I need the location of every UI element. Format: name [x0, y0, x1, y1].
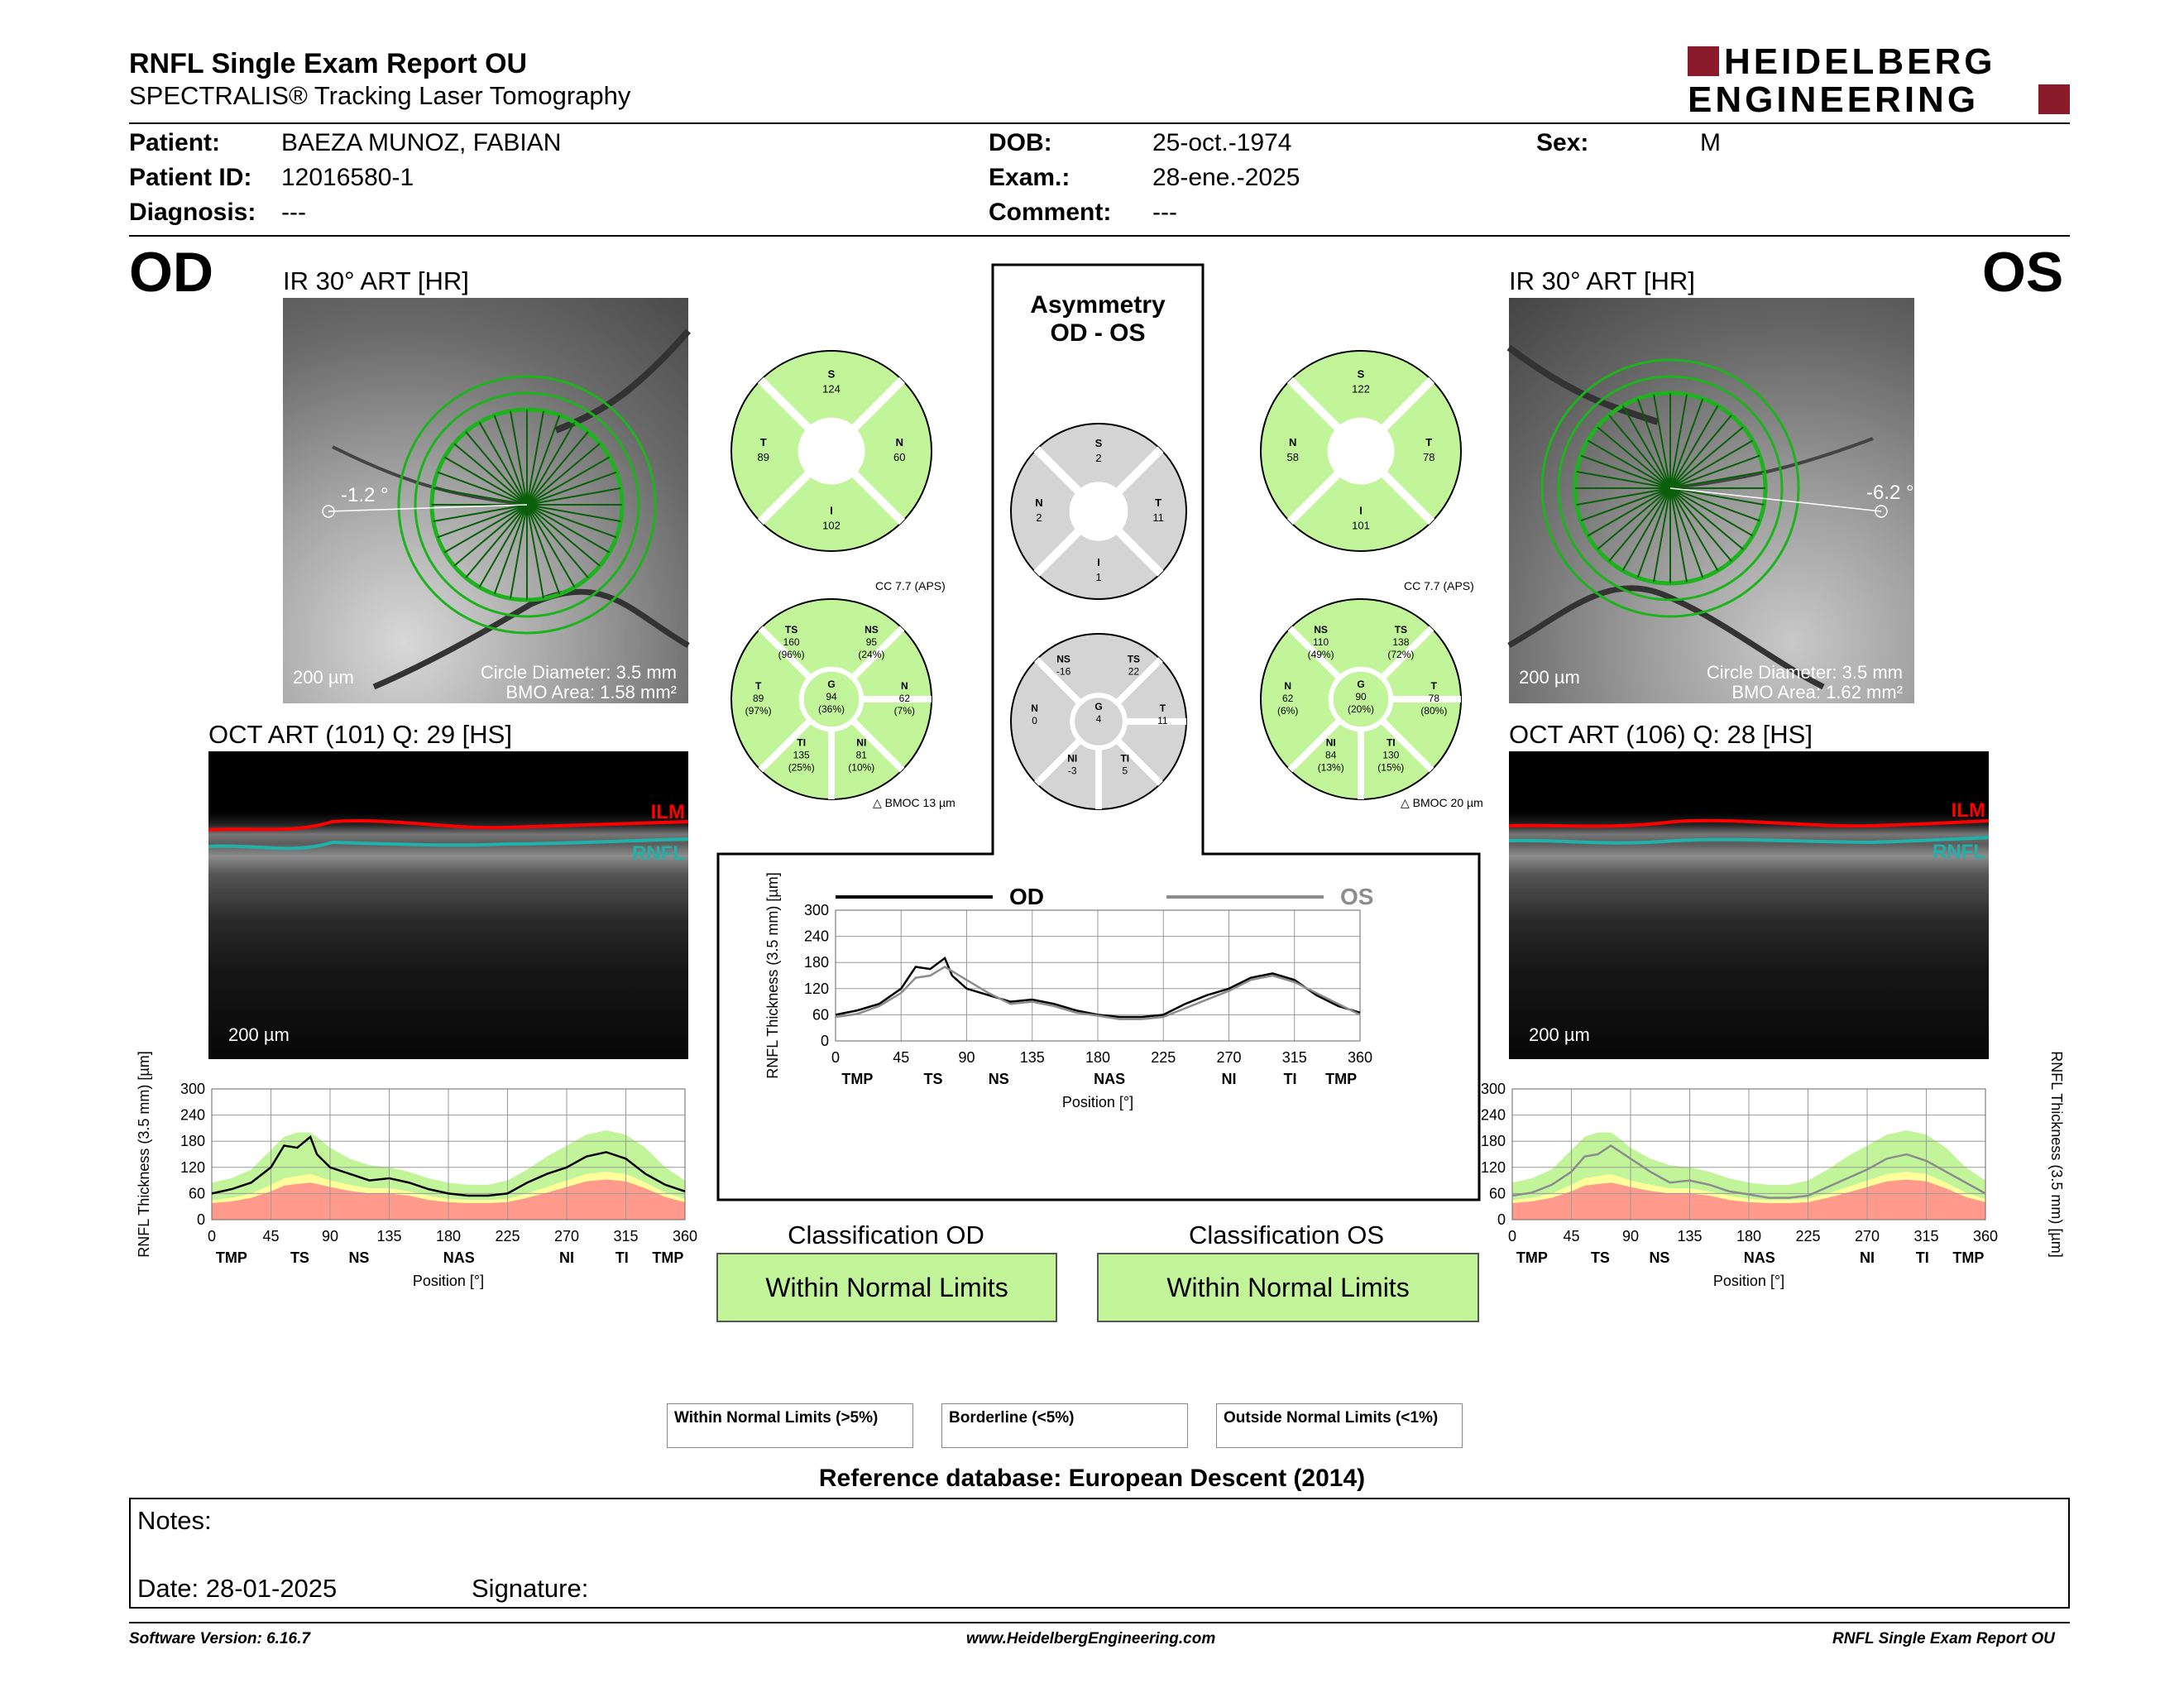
y-axis-label: RNFL Thickness (3.5 mm) [µm] [2048, 1051, 2065, 1258]
diagnosis-label: Diagnosis: [129, 199, 256, 226]
od-ir-scale: 200 µm [293, 667, 354, 688]
x-tick-label: 90 [321, 1228, 339, 1244]
od-angle: -1.2 ° [341, 484, 389, 506]
quadrant-label-N: N [1035, 496, 1043, 509]
sector-label-TS: TS [784, 623, 798, 635]
legend-outside: Outside Normal Limits (<1%) [1216, 1403, 1463, 1448]
quadrant-value-S: 122 [1352, 382, 1370, 396]
sector-value-G: 4 [1095, 713, 1102, 725]
os-bmoc-label: △ BMOC 20 µm [1401, 796, 1483, 809]
sector-percent-T: (97%) [745, 705, 772, 717]
quadrant-label-T: T [1155, 496, 1162, 509]
quadrant-value-S: 124 [822, 382, 841, 396]
sector-value-N: 62 [1281, 693, 1294, 704]
sector-value-N: 0 [1032, 715, 1037, 727]
sector-label-N: N [1031, 703, 1038, 714]
region-label: TMP [1952, 1249, 1985, 1266]
x-tick-label: 180 [1085, 1049, 1111, 1066]
quadrant-value-S: 2 [1095, 451, 1102, 464]
region-label: TS [290, 1249, 309, 1266]
os-oct-image [1509, 751, 1989, 1059]
sector-label-G: G [1094, 701, 1103, 712]
os-oct-scale: 200 µm [1529, 1024, 1590, 1045]
x-tick-label: 90 [958, 1049, 975, 1066]
sector-percent-TS: (96%) [778, 648, 805, 660]
x-tick-label: 180 [1736, 1228, 1762, 1244]
os-eye-label: OS [1982, 241, 2064, 304]
y-tick-label: 240 [803, 928, 829, 945]
y-tick-label: 120 [803, 980, 829, 997]
region-label: TI [615, 1249, 629, 1266]
sector-value-NS: -16 [1056, 665, 1071, 678]
quadrant-value-N: 60 [893, 451, 906, 463]
sector-value-TI: 5 [1122, 765, 1128, 777]
region-label: TMP [215, 1249, 247, 1266]
x-tick-label: 270 [1854, 1228, 1880, 1244]
quadrant-label-S: S [827, 367, 836, 381]
chart-plot [136, 1051, 697, 1289]
legend-normal: Within Normal Limits (>5%) [667, 1403, 913, 1448]
od-oct-scale: 200 µm [228, 1024, 290, 1045]
sector-value-T: 11 [1157, 715, 1168, 727]
patient-id: 12016580-1 [281, 164, 414, 191]
report-subtitle: SPECTRALIS® Tracking Laser Tomography [129, 81, 631, 110]
x-axis-label: Position [°] [1712, 1273, 1785, 1289]
x-tick-label: 135 [1019, 1049, 1045, 1066]
signature-label: Signature: [472, 1574, 589, 1603]
os-ir-title: IR 30° ART [HR] [1509, 266, 1695, 295]
y-tick-label: 60 [188, 1185, 205, 1202]
od-quadrant-chart [728, 348, 935, 554]
y-tick-label: 60 [1488, 1185, 1506, 1202]
quadrant-label-T: T [1425, 436, 1433, 448]
chart-plot [764, 872, 1373, 1110]
asym-sector-chart [1008, 631, 1190, 813]
quadrant-value-N: 2 [1036, 511, 1042, 524]
sector-percent-N: (6%) [1276, 705, 1299, 717]
os-ilm-label: ILM [1951, 799, 1985, 822]
date-label: Date: 28-01-2025 [137, 1574, 338, 1603]
sector-value-T: 78 [1428, 693, 1440, 704]
region-label: NS [988, 1071, 1009, 1087]
quadrant-label-S: S [1357, 367, 1365, 381]
region-label: TS [923, 1071, 943, 1087]
region-label: TMP [1516, 1249, 1548, 1266]
sector-value-TS: 22 [1128, 665, 1140, 678]
legend-label-OD: OD [1009, 884, 1044, 909]
region-label: TI [1915, 1249, 1929, 1266]
x-tick-label: 270 [553, 1228, 580, 1244]
sector-percent-G: (36%) [817, 703, 845, 715]
diagnosis-value: --- [281, 199, 306, 226]
sector-label-G: G [827, 679, 836, 690]
y-tick-label: 0 [1497, 1211, 1506, 1228]
sector-percent-NS: (49%) [1307, 648, 1334, 660]
sector-label-N: N [900, 680, 908, 692]
combined-thickness-chart [745, 872, 1456, 1192]
region-label: TMP [1325, 1071, 1358, 1087]
region-label: NAS [1094, 1071, 1126, 1087]
y-tick-label: 300 [180, 1081, 205, 1097]
sector-label-NI: NI [1325, 736, 1336, 749]
region-label: NAS [443, 1249, 475, 1266]
sector-value-G: 94 [826, 691, 837, 703]
quadrant-value-I: 102 [822, 519, 841, 532]
os-circle-diameter: Circle Diameter: 3.5 mm [1706, 662, 1903, 683]
sector-value-TS: 138 [1392, 635, 1410, 648]
x-tick-label: 270 [1216, 1049, 1242, 1066]
sector-label-T: T [754, 680, 762, 692]
y-tick-label: 180 [803, 954, 829, 971]
sector-label-TI: TI [1120, 752, 1130, 765]
x-tick-label: 225 [495, 1228, 520, 1244]
patient-label: Patient: [129, 129, 221, 156]
os-angle: -6.2 ° [1866, 482, 1914, 504]
os-rnfl-label: RNFL [1933, 841, 1985, 863]
x-axis-label: Position [°] [412, 1273, 485, 1289]
sector-value-G: 90 [1355, 691, 1367, 703]
x-tick-label: 360 [1347, 1049, 1373, 1066]
sector-percent-N: (7%) [893, 705, 916, 717]
sector-label-T: T [1159, 703, 1166, 714]
sector-value-NS: 110 [1313, 635, 1329, 648]
od-circle-diameter: Circle Diameter: 3.5 mm [480, 662, 677, 683]
reference-database: Reference database: European Descent (2014) [818, 1465, 1366, 1492]
y-tick-label: 300 [1480, 1081, 1506, 1097]
y-tick-label: 60 [812, 1006, 829, 1024]
x-tick-label: 360 [672, 1228, 698, 1244]
sex-label: Sex: [1536, 129, 1589, 156]
classification-od-title: Classification OD [788, 1220, 984, 1249]
sector-label-NI: NI [1067, 752, 1078, 765]
od-ilm-label: ILM [650, 801, 685, 823]
region-label: NS [1649, 1249, 1670, 1266]
sector-value-NS: 95 [865, 635, 878, 648]
os-oct-title: OCT ART (106) Q: 28 [HS] [1509, 720, 1813, 749]
region-label: NI [1221, 1071, 1237, 1087]
od-bmo-area: BMO Area: 1.58 mm² [505, 682, 677, 703]
quadrant-label-I: I [1359, 504, 1363, 517]
heidelberg-logo: HEIDELBERG ENGINEERING [1688, 43, 2070, 119]
os-cc-label: CC 7.7 (APS) [1404, 579, 1474, 592]
sector-value-TS: 160 [783, 635, 800, 648]
sector-value-NI: 81 [855, 749, 867, 761]
sector-value-N: 62 [898, 693, 911, 704]
sector-value-T: 89 [752, 693, 764, 704]
sector-label-NS: NS [1314, 623, 1328, 635]
x-tick-label: 45 [262, 1228, 280, 1244]
comment-value: --- [1152, 199, 1177, 226]
sector-label-T: T [1430, 680, 1438, 692]
sector-percent-TI: (25%) [788, 761, 815, 774]
x-tick-label: 360 [1972, 1228, 1999, 1244]
software-version: Software Version: 6.16.7 [129, 1630, 310, 1647]
region-label: NI [559, 1249, 574, 1266]
sector-label-G: G [1357, 679, 1365, 690]
sex-value: M [1700, 129, 1721, 156]
quadrant-label-N: N [895, 436, 903, 448]
y-tick-label: 120 [180, 1158, 205, 1176]
sector-label-NS: NS [864, 623, 879, 635]
sector-percent-TI: (15%) [1377, 761, 1405, 774]
sector-label-N: N [1284, 680, 1292, 692]
dob-label: DOB: [989, 129, 1052, 156]
os-sector-chart [1257, 596, 1464, 803]
x-tick-label: 180 [435, 1228, 462, 1244]
notes-box[interactable] [129, 1498, 2070, 1609]
x-tick-label: 45 [893, 1049, 910, 1066]
patient-id-label: Patient ID: [129, 164, 252, 191]
x-tick-label: 135 [1677, 1228, 1703, 1244]
classification-os-title: Classification OS [1188, 1220, 1385, 1249]
y-tick-label: 0 [820, 1033, 829, 1049]
sector-percent-NS: (24%) [858, 648, 885, 660]
quadrant-value-T: 11 [1152, 511, 1164, 524]
region-label: TMP [652, 1249, 684, 1266]
os-quadrant-chart [1257, 348, 1464, 554]
sector-percent-TS: (72%) [1387, 648, 1415, 660]
y-tick-label: 300 [803, 902, 829, 918]
x-tick-label: 0 [831, 1049, 841, 1066]
sector-value-TI: 130 [1382, 749, 1400, 761]
region-label: TI [1283, 1071, 1297, 1087]
od-sector-chart [728, 596, 935, 803]
sector-value-NI: -3 [1067, 765, 1077, 777]
x-tick-label: 225 [1795, 1228, 1821, 1244]
x-axis-label: Position [°] [1061, 1094, 1134, 1110]
sector-label-NS: NS [1056, 653, 1070, 665]
classification-od-result: Within Normal Limits [716, 1253, 1057, 1322]
legend-label-OS: OS [1340, 884, 1374, 909]
od-cc-label: CC 7.7 (APS) [875, 579, 946, 592]
asym-quadrant-chart [1008, 420, 1190, 602]
os-fundus-image [1509, 298, 1914, 703]
sector-percent-NI: (13%) [1317, 761, 1344, 774]
od-fundus-image [283, 298, 688, 703]
sector-percent-NI: (10%) [848, 761, 875, 774]
x-tick-label: 135 [376, 1228, 402, 1244]
x-tick-label: 315 [613, 1228, 639, 1244]
os-thickness-chart [1480, 1051, 2085, 1324]
y-tick-label: 0 [196, 1211, 205, 1228]
x-tick-label: 315 [1913, 1228, 1939, 1244]
od-oct-title: OCT ART (101) Q: 29 [HS] [208, 720, 512, 749]
quadrant-value-I: 1 [1095, 571, 1102, 584]
sector-label-TI: TI [797, 736, 807, 749]
website-link[interactable]: www.HeidelbergEngineering.com [966, 1630, 1216, 1647]
legend-borderline: Borderline (<5%) [941, 1403, 1188, 1448]
patient-name: BAEZA MUNOZ, FABIAN [281, 129, 562, 156]
y-axis-label: RNFL Thickness (3.5 mm) [µm] [136, 1051, 152, 1258]
region-label: NAS [1743, 1249, 1775, 1266]
quadrant-value-T: 89 [757, 451, 769, 463]
report-title: RNFL Single Exam Report OU [129, 48, 528, 79]
od-eye-label: OD [129, 241, 213, 304]
classification-os-result: Within Normal Limits [1097, 1253, 1479, 1322]
quadrant-value-T: 78 [1423, 451, 1435, 463]
sector-label-NI: NI [856, 736, 867, 749]
comment-label: Comment: [989, 199, 1112, 226]
y-tick-label: 240 [180, 1106, 205, 1124]
od-thickness-chart [132, 1051, 711, 1324]
dob-value: 25-oct.-1974 [1152, 129, 1292, 156]
os-ir-scale: 200 µm [1519, 667, 1580, 688]
y-tick-label: 180 [1480, 1133, 1506, 1150]
region-label: NI [1860, 1249, 1875, 1266]
od-bmoc-label: △ BMOC 13 µm [873, 796, 956, 809]
chart-plot [1481, 1051, 2065, 1289]
region-label: TS [1590, 1249, 1610, 1266]
quadrant-value-N: 58 [1286, 451, 1299, 463]
quadrant-label-T: T [759, 436, 767, 448]
asymmetry-title: Asymmetry OD - OS [1030, 291, 1166, 347]
x-tick-label: 0 [207, 1228, 217, 1244]
quadrant-value-I: 101 [1352, 519, 1370, 532]
y-tick-label: 180 [180, 1133, 205, 1150]
exam-label: Exam.: [989, 164, 1070, 191]
od-oct-image [208, 751, 688, 1059]
y-axis-label: RNFL Thickness (3.5 mm) [µm] [764, 872, 781, 1079]
x-tick-label: 315 [1281, 1049, 1307, 1066]
sector-percent-G: (20%) [1347, 703, 1375, 715]
x-tick-label: 45 [1563, 1228, 1580, 1244]
quadrant-label-I: I [1097, 556, 1100, 569]
y-tick-label: 120 [1480, 1158, 1506, 1176]
sector-percent-T: (80%) [1420, 705, 1448, 717]
notes-label: Notes: [137, 1506, 212, 1535]
sector-value-TI: 135 [793, 749, 810, 761]
quadrant-label-S: S [1094, 436, 1103, 449]
quadrant-label-N: N [1289, 436, 1297, 448]
od-ir-title: IR 30° ART [HR] [283, 266, 469, 295]
sector-label-TS: TS [1127, 653, 1141, 665]
exam-value: 28-ene.-2025 [1152, 164, 1300, 191]
x-tick-label: 0 [1507, 1228, 1517, 1244]
od-rnfl-label: RNFL [632, 842, 685, 865]
quadrant-label-I: I [830, 504, 833, 517]
sector-label-TI: TI [1386, 736, 1396, 749]
region-label: NS [348, 1249, 370, 1266]
sector-value-NI: 84 [1325, 749, 1337, 761]
region-label: TMP [841, 1071, 874, 1087]
x-tick-label: 225 [1151, 1049, 1176, 1066]
sector-label-TS: TS [1394, 623, 1408, 635]
x-tick-label: 90 [1621, 1228, 1640, 1244]
y-tick-label: 240 [1480, 1106, 1506, 1124]
os-bmo-area: BMO Area: 1.62 mm² [1731, 682, 1903, 703]
footer-report-name: RNFL Single Exam Report OU [1832, 1630, 2055, 1647]
